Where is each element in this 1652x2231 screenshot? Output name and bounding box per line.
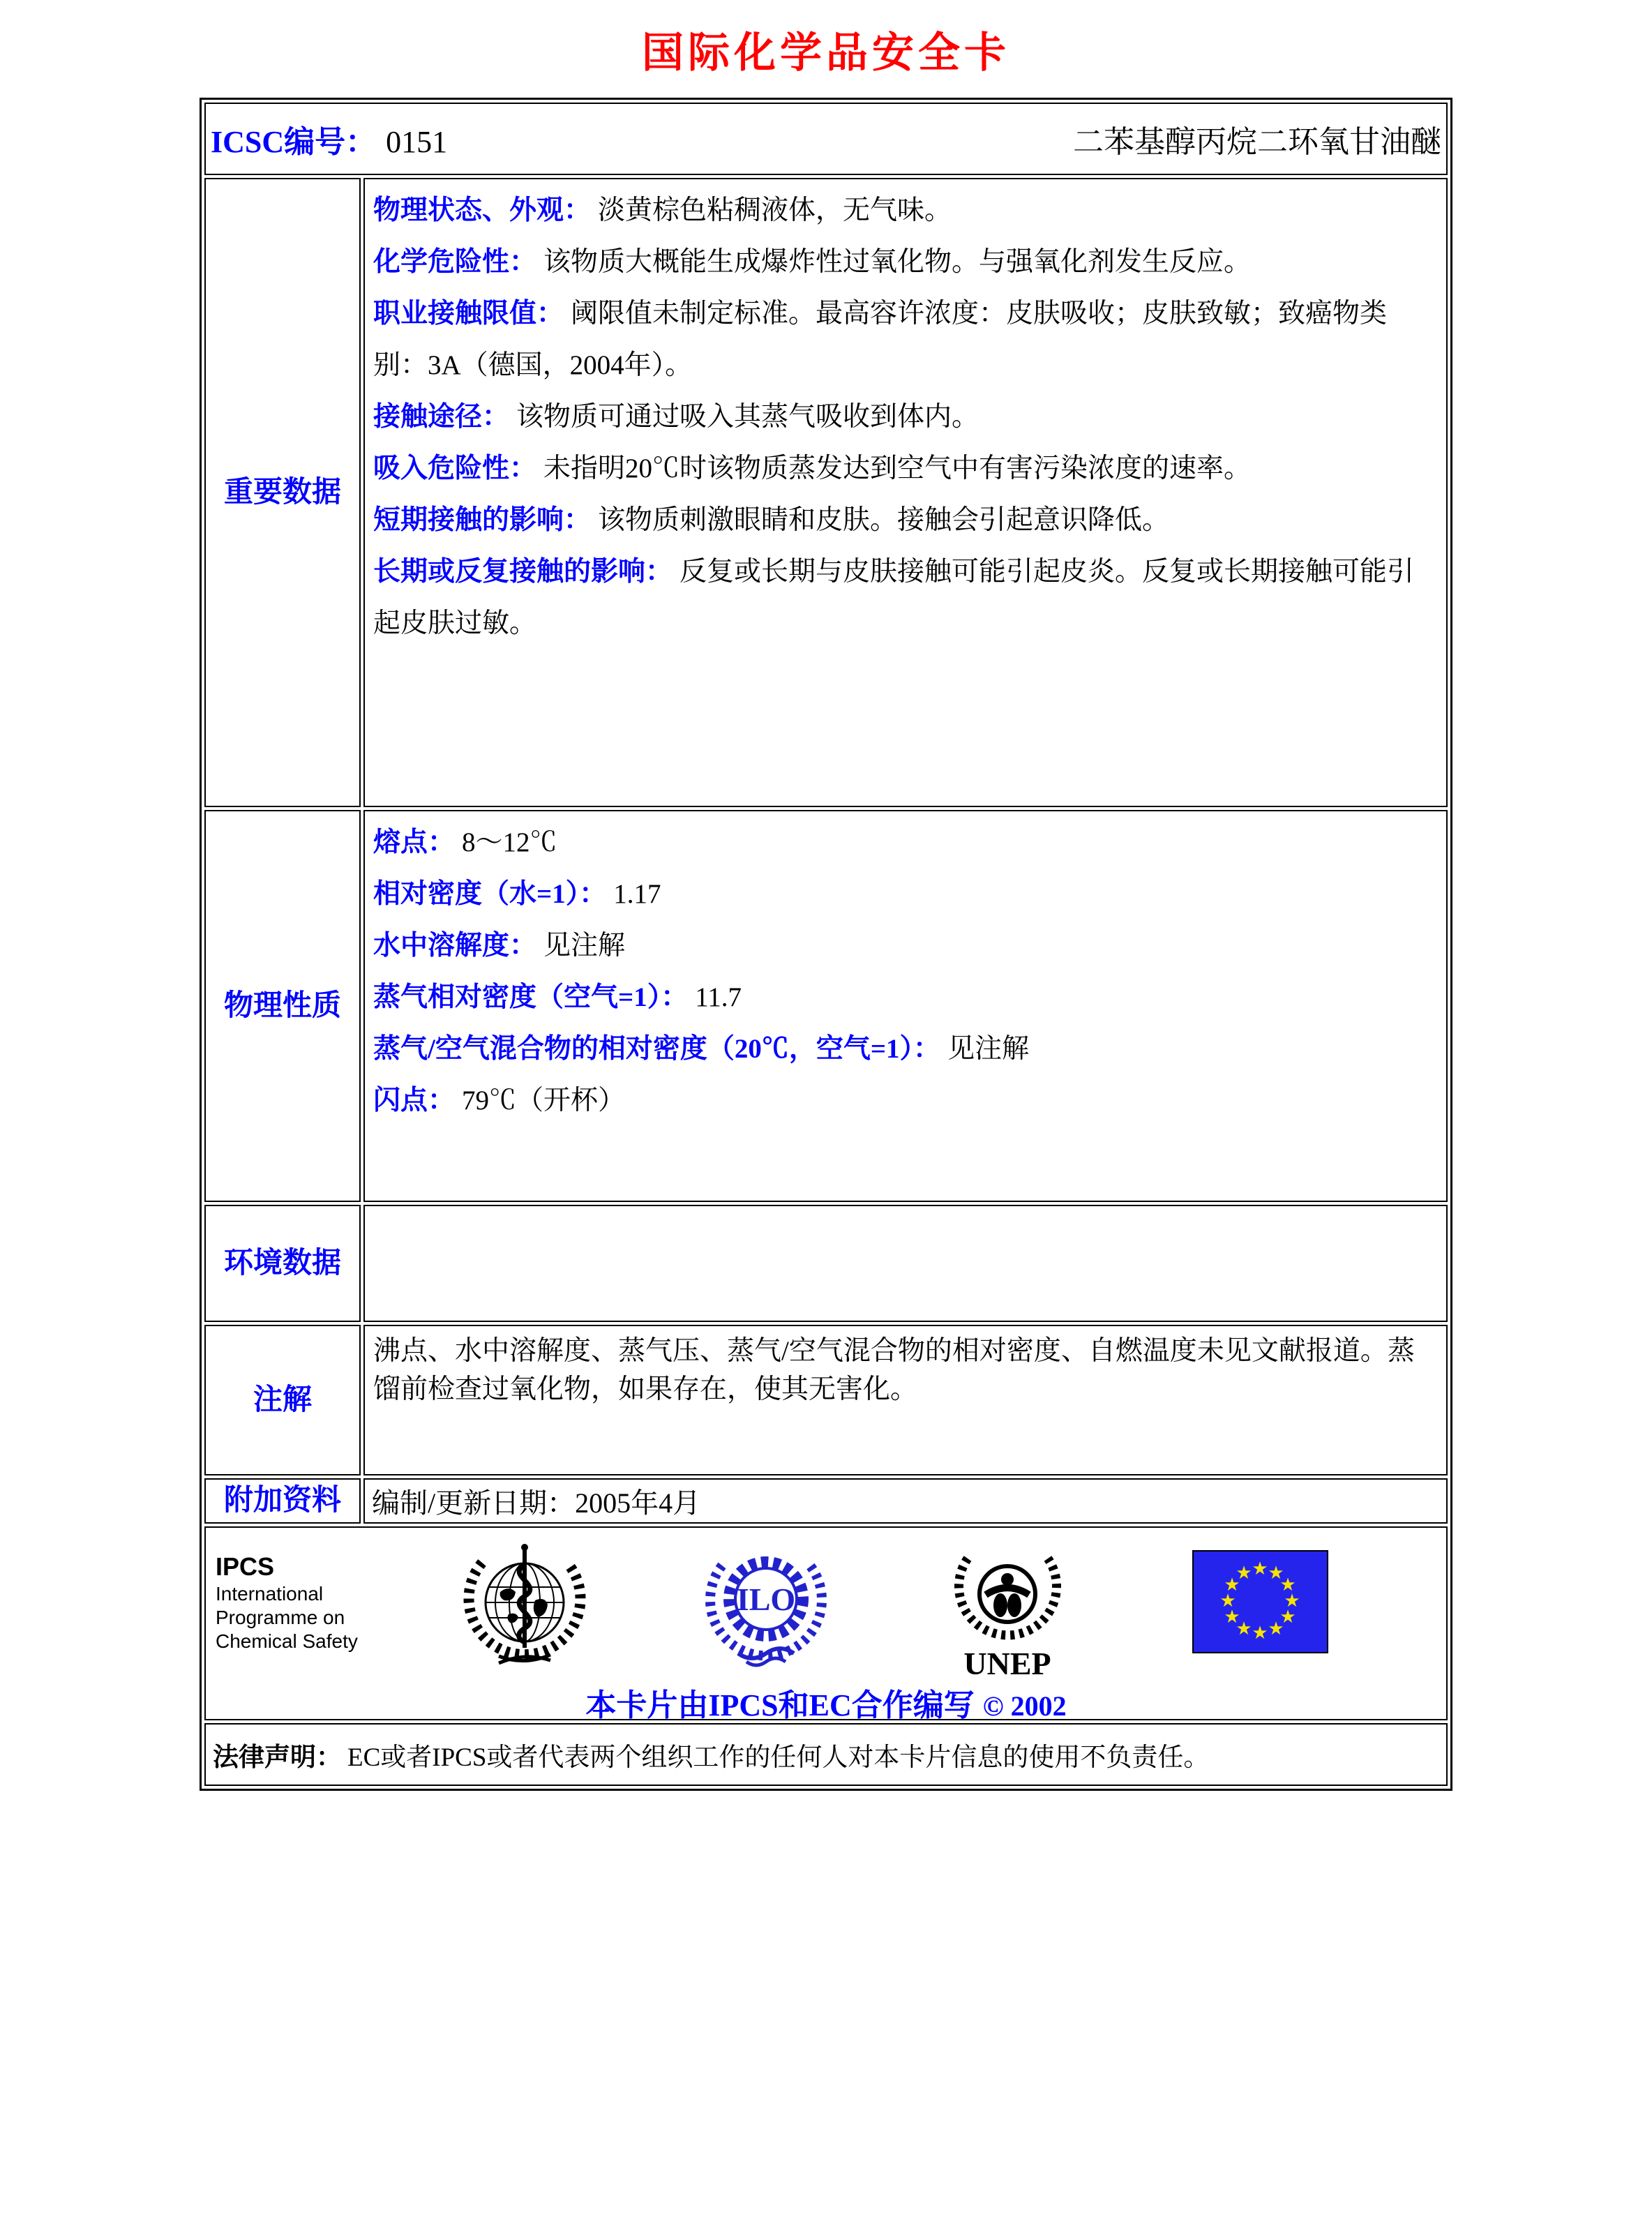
additional-info-row <box>204 1478 1448 1524</box>
unep-letters: UNEP <box>963 1646 1051 1681</box>
header-row <box>204 103 1448 175</box>
physical-item <box>373 1023 1438 1075</box>
important-item <box>373 391 1438 443</box>
svg-text:★: ★ <box>1252 1558 1268 1579</box>
eu-flag-icon <box>1192 1550 1328 1653</box>
icsc-number-label: ICSC编号： <box>211 125 377 159</box>
legal-cell <box>204 1723 1448 1786</box>
environmental-data-content-cell <box>363 1205 1448 1322</box>
notes-content-cell <box>363 1325 1448 1475</box>
legal-text: EC或者IPCS或者代表两个组织工作的任何人对本卡片信息的使用不负责任。 <box>347 1743 1210 1772</box>
item-label: 蒸气相对密度（空气=1）： <box>373 982 689 1012</box>
ilo-letters: ILO <box>736 1582 796 1617</box>
footer-caption <box>206 1680 1446 1725</box>
who-logo-icon <box>458 1536 591 1676</box>
svg-text:★: ★ <box>1284 1591 1300 1612</box>
svg-text:★: ★ <box>1224 1607 1240 1628</box>
item-text: 11.7 <box>695 982 742 1012</box>
item-label: 闪点： <box>373 1086 456 1116</box>
physical-item <box>373 869 1438 920</box>
update-date-label: 编制/更新日期： <box>372 1487 576 1519</box>
item-text: 79℃（开杯） <box>462 1086 626 1116</box>
unep-logo-icon <box>947 1535 1069 1681</box>
legal-label: 法律声明： <box>213 1743 342 1772</box>
notes-text: 沸点、水中溶解度、蒸气压、蒸气/空气混合物的相对密度、自燃温度未见文献报道。蒸馏前检查过氧化物，如果存在，使其无害化。 <box>373 1336 1415 1404</box>
notes-row <box>204 1325 1448 1475</box>
item-text: 8～12℃ <box>462 827 557 857</box>
ilo-logo-icon <box>700 1538 832 1674</box>
important-item <box>373 495 1438 546</box>
caption-text: 本卡片由IPCS和EC合作编写 <box>585 1688 975 1722</box>
physical-properties-row-label: 物理性质 <box>204 810 361 1202</box>
header-cell <box>204 103 1448 175</box>
item-text: 该物质可通过吸入其蒸气吸收到体内。 <box>516 402 979 432</box>
item-label: 短期接触的影响： <box>373 505 592 535</box>
physical-item <box>373 1075 1438 1127</box>
ipcs-acronym: IPCS <box>216 1552 275 1581</box>
item-text: 淡黄棕色粘稠液体，无气味。 <box>598 195 952 225</box>
additional-info-row-label: 附加资料 <box>204 1478 361 1524</box>
item-label: 化学危险性： <box>373 247 537 277</box>
icsc-card-table <box>200 98 1452 1791</box>
update-date-value: 2005年4月 <box>575 1487 701 1519</box>
item-label: 相对密度（水=1）： <box>373 879 607 909</box>
item-label: 接触途径： <box>373 402 510 432</box>
svg-text:★: ★ <box>1279 1607 1296 1628</box>
important-data-row <box>204 178 1448 807</box>
item-text: 反复或长期与皮肤接触可能引起皮炎。反复或长期接触可能引起皮肤过敏。 <box>373 557 1415 638</box>
footer-cell <box>204 1526 1448 1720</box>
svg-text:★: ★ <box>1224 1575 1240 1595</box>
item-text: 阈限值未制定标准。最高容许浓度：皮肤吸收；皮肤致敏；致癌物类别：3A（德国，2004年）。 <box>373 299 1388 380</box>
item-text: 该物质大概能生成爆炸性过氧化物。与强氧化剂发生反应。 <box>543 247 1252 277</box>
svg-text:★: ★ <box>1268 1618 1284 1639</box>
item-label: 物理状态、外观： <box>373 195 592 225</box>
svg-text:★: ★ <box>1279 1575 1296 1595</box>
icsc-number-group <box>211 117 447 161</box>
item-text: 该物质刺激眼睛和皮肤。接触会引起意识降低。 <box>598 505 1170 535</box>
item-text: 见注解 <box>947 1034 1030 1064</box>
important-data-content-cell <box>363 178 1448 807</box>
physical-item <box>373 817 1438 869</box>
ipcs-line: Programme on <box>216 1607 345 1628</box>
legal-row <box>204 1723 1448 1786</box>
item-label: 职业接触限值： <box>373 299 564 329</box>
page-title: 国际化学品安全卡 <box>642 30 1010 76</box>
environmental-data-row <box>204 1205 1448 1322</box>
additional-info-content-cell <box>363 1478 1448 1524</box>
physical-item <box>373 972 1438 1023</box>
physical-item <box>373 920 1438 972</box>
important-item <box>373 546 1438 649</box>
icsc-number-value: 0151 <box>386 125 448 159</box>
svg-text:★: ★ <box>1236 1618 1252 1639</box>
ipcs-line: International <box>216 1583 324 1605</box>
important-item <box>373 236 1438 288</box>
environmental-data-row-label: 环境数据 <box>204 1205 361 1322</box>
item-text: 见注解 <box>543 931 626 961</box>
item-label: 熔点： <box>373 827 456 857</box>
item-label: 长期或反复接触的影响： <box>373 557 673 587</box>
svg-text:★: ★ <box>1252 1623 1268 1644</box>
caption-copyright: © 2002 <box>982 1690 1067 1722</box>
item-label: 水中溶解度： <box>373 931 537 961</box>
important-item <box>373 288 1438 391</box>
physical-properties-row <box>204 810 1448 1202</box>
important-item <box>373 185 1438 236</box>
item-label: 蒸气/空气混合物的相对密度（20℃，空气=1）： <box>373 1034 941 1064</box>
item-text: 未指明20℃时该物质蒸发达到空气中有害污染浓度的速率。 <box>543 453 1252 483</box>
item-text: 1.17 <box>613 879 661 909</box>
important-data-row-label: 重要数据 <box>204 178 361 807</box>
svg-text:★: ★ <box>1268 1563 1284 1584</box>
important-item <box>373 443 1438 495</box>
notes-row-label: 注解 <box>204 1325 361 1475</box>
substance-name: 二苯基醇丙烷二环氧甘油醚 <box>1073 125 1441 159</box>
item-label: 吸入危险性： <box>373 453 537 483</box>
svg-text:★: ★ <box>1236 1563 1252 1584</box>
ipcs-text-block <box>216 1552 358 1653</box>
svg-text:★: ★ <box>1219 1591 1236 1612</box>
ipcs-line: Chemical Safety <box>216 1630 358 1652</box>
footer-row <box>204 1526 1448 1720</box>
physical-properties-content-cell <box>363 810 1448 1202</box>
